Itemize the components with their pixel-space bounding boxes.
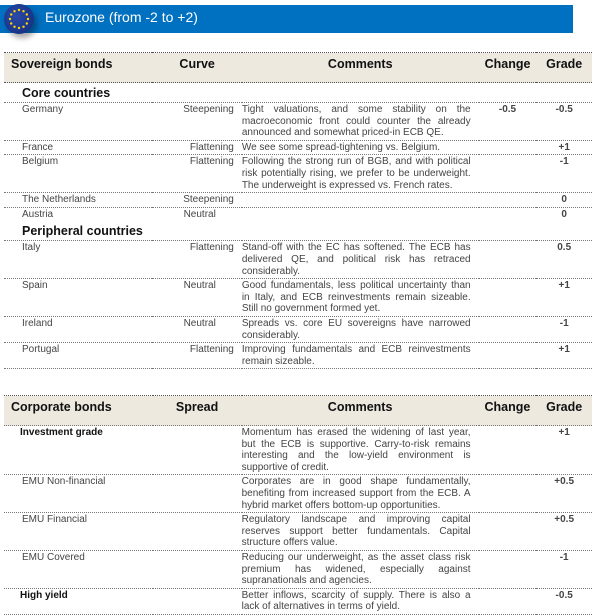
header-comments: Comments (327, 400, 393, 414)
eurozone-banner (0, 5, 573, 33)
grade-value: +1 (536, 343, 592, 369)
star-icon (26, 13, 28, 15)
curve-value: Steepening (152, 193, 241, 208)
banner-title: Eurozone (from -2 to +2) (45, 9, 198, 25)
change-value (479, 316, 537, 342)
spread-value (153, 426, 242, 475)
country-name: France (4, 140, 152, 155)
change-value (479, 426, 537, 475)
comment-text: Regulatory landscape and improving capital reserves support better fundamentals. Capital structure offers value. (242, 513, 479, 551)
comment-text: Reducing our underweight, as the asset class risk premium has widened, especially against supranationals and agencies. (242, 550, 479, 588)
country-name: Germany (4, 103, 152, 141)
comment-text: Tight valuations, and some stability on the macroeconomic front could counter the already announced and somewhat priced-in ECB QE. (242, 103, 479, 141)
curve-value: Flattening (152, 241, 241, 279)
grade-value: 0 (536, 207, 592, 221)
grade-value: +1 (536, 140, 592, 155)
star-icon (27, 18, 29, 20)
star-icon (10, 22, 12, 24)
curve-value: Neutral (152, 316, 241, 342)
bond-category: High yield (4, 588, 153, 614)
country-name: Italy (4, 241, 152, 279)
star-icon (18, 27, 20, 29)
curve-value: Flattening (152, 140, 241, 155)
header-grade: Grade (546, 400, 583, 414)
country-name: Austria (4, 207, 152, 221)
change-value (479, 550, 537, 588)
header-sovereign-bonds: Sovereign bonds (11, 57, 113, 71)
curve-value: Neutral (152, 207, 241, 221)
change-value (479, 513, 537, 551)
table-row (4, 426, 592, 475)
table-row (4, 513, 592, 551)
spread-value (153, 513, 242, 551)
table-row (4, 475, 592, 513)
table-row (4, 193, 592, 208)
comment-text: Momentum has erased the widening of last year, but the ECB is supportive. Carry-to-risk remains interesting and the low-yield environment is supportive of credit. (242, 426, 479, 475)
grade-value: +1 (536, 279, 592, 317)
corporate-bonds-table (4, 395, 592, 615)
grade-value: -1 (536, 316, 592, 342)
star-icon (13, 10, 15, 12)
spread-value (153, 550, 242, 588)
table-row (4, 241, 592, 279)
table-row (4, 343, 592, 369)
table-row (4, 155, 592, 193)
eu-flag-icon (4, 4, 34, 34)
curve-value: Neutral (152, 279, 241, 317)
country-name: Belgium (4, 155, 152, 193)
change-value (479, 343, 537, 369)
comment-text (242, 193, 479, 208)
corporate-header-row (4, 396, 592, 426)
country-name: Spain (4, 279, 152, 317)
table-row (4, 207, 592, 221)
change-value (479, 193, 537, 208)
section-title: Core countries (22, 86, 111, 100)
comment-text: Good fundamentals, less political uncertainty than in Italy, and ECB reinvestments remain sizeable. Still no government formed yet. (242, 279, 479, 317)
sovereign-bonds-table (4, 52, 592, 369)
star-icon (9, 18, 11, 20)
section-title: Peripheral countries (22, 224, 143, 239)
grade-value: -1 (536, 155, 592, 193)
country-name: Ireland (4, 316, 152, 342)
change-value (479, 475, 537, 513)
table-row (4, 316, 592, 342)
table-row (4, 588, 592, 614)
table-row (4, 279, 592, 317)
curve-value: Steepening (152, 103, 241, 141)
table-row (4, 550, 592, 588)
grade-value: 0 (536, 193, 592, 208)
spread-value (153, 588, 242, 614)
star-icon (13, 26, 15, 28)
star-icon (26, 22, 28, 24)
change-value (479, 588, 537, 614)
grade-value: -1 (536, 550, 592, 588)
curve-value: Flattening (152, 343, 241, 369)
comment-text: Stand-off with the EC has softened. The ECB has delivered QE, and political risk has retraced considerably. (242, 241, 479, 279)
comment-text: Better inflows, scarcity of supply. There is also a lack of alternatives in terms of yield. (242, 588, 479, 614)
country-name: The Netherlands (4, 193, 152, 208)
comment-text: Improving fundamentals and ECB reinvestments remain sizeable. (242, 343, 479, 369)
change-value (479, 241, 537, 279)
table-row (4, 103, 592, 141)
change-value (479, 207, 537, 221)
header-change: Change (484, 400, 531, 414)
header-change: Change (484, 57, 531, 71)
header-curve: Curve (179, 57, 215, 71)
change-value (479, 279, 537, 317)
header-comments: Comments (327, 57, 393, 71)
header-spread: Spread (175, 400, 219, 414)
change-value: -0.5 (479, 103, 537, 141)
comment-text: Spreads vs. core EU sovereigns have narrowed considerably. (242, 316, 479, 342)
comment-text (242, 207, 479, 221)
grade-value: -0.5 (536, 103, 592, 141)
country-name: Portugal (4, 343, 152, 369)
table-row (4, 140, 592, 155)
bond-category: EMU Covered (4, 550, 153, 588)
star-icon (22, 26, 24, 28)
star-icon (10, 13, 12, 15)
section-row (4, 221, 592, 241)
comment-text: We see some spread-tightening vs. Belgium. (242, 140, 479, 155)
comment-text: Corporates are in good shape fundamentally, benefiting from increased support from the ECB. A hybrid market offers bottom-up opportunities. (242, 475, 479, 513)
change-value (479, 155, 537, 193)
grade-value: 0.5 (536, 241, 592, 279)
grade-value: +1 (536, 426, 592, 475)
section-row (4, 83, 592, 103)
spread-value (153, 475, 242, 513)
grade-value: -0.5 (536, 588, 592, 614)
bond-category: EMU Financial (4, 513, 153, 551)
curve-value: Flattening (152, 155, 241, 193)
comment-text: Following the strong run of BGB, and with political risk potentially rising, we prefer to be underweight. The underweight is expressed vs. French rates. (242, 155, 479, 193)
change-value (479, 140, 537, 155)
grade-value: +0.5 (536, 475, 592, 513)
header-grade: Grade (546, 57, 583, 71)
sovereign-header-row (4, 53, 592, 83)
grade-value: +0.5 (536, 513, 592, 551)
header-corporate-bonds: Corporate bonds (11, 400, 112, 414)
star-icon (18, 9, 20, 11)
bond-category: Investment grade (4, 426, 153, 475)
bond-category: EMU Non-financial (4, 475, 153, 513)
star-icon (22, 10, 24, 12)
